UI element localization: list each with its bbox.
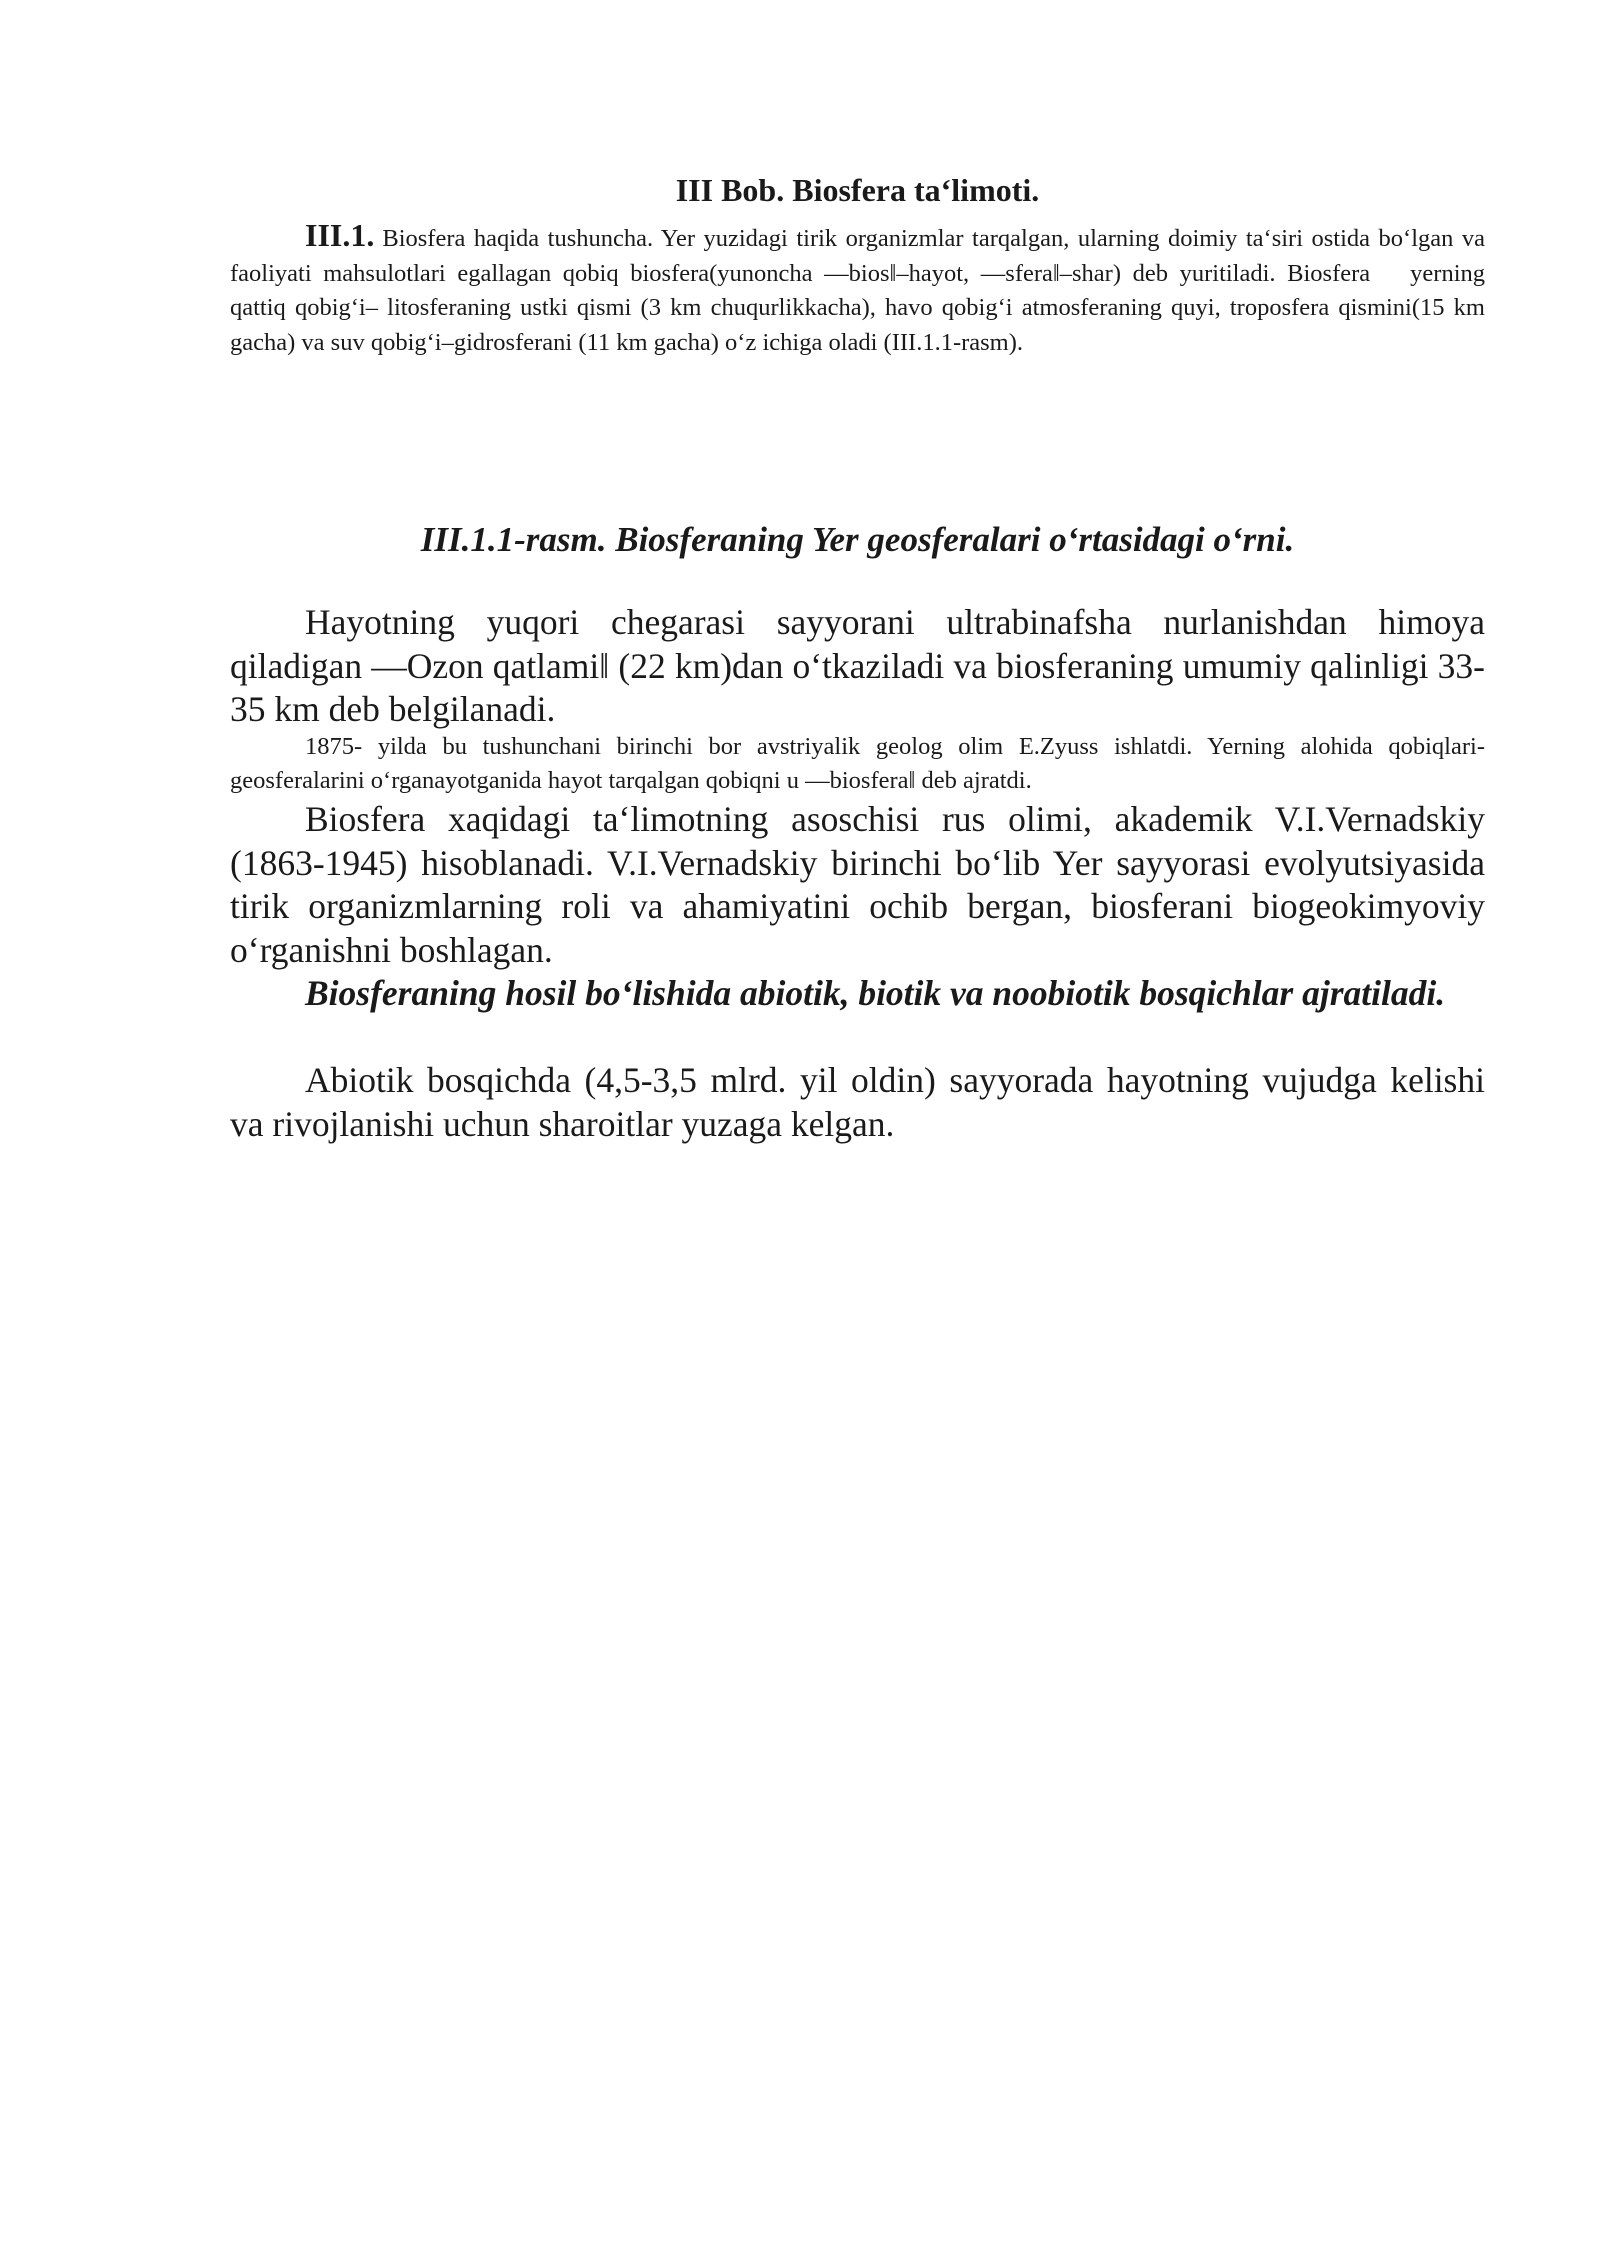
- section-number: III.1.: [305, 217, 375, 253]
- section-intro-text-part2: yerning qattiq qobig‘i– litosferaning ustki qismi (3 km chuqurlikkacha), havo qobig‘i atmosferaning quyi, troposfera qismini(15 km gacha) va suv qobig‘i–gidrosferani (11 km gacha) o‘z ichiga oladi (III.1.1-rasm).: [230, 259, 1485, 356]
- section-intro-text-part1: Biosfera haqida tushuncha. Yer yuzidagi tirik organizmlar tarqalgan, ularning doimiy ta‘siri ostida bo‘lgan va faoliyati mahsulotlari egallagan qobiq biosfera(yunoncha ―bios‖–hayot, ―sfera‖–shar) deb yuritiladi. Biosfera: [230, 225, 1485, 287]
- paragraph-zyuss-history: 1875- yilda bu tushunchani birinchi bor avstriyalik geolog olim E.Zyuss ishlatdi. Yerning alohida qobiqlari-geosferalarini o‘rganayotganida hayot tarqalgan qobiqni u ―biosfera‖ deb ajratdi.: [230, 733, 1485, 794]
- section-intro-paragraph: [230, 218, 1485, 360]
- chapter-title: III Bob. Biosfera ta‘limoti.: [675, 172, 1040, 208]
- paragraph-abiotic-stage: Abiotik bosqichda (4,5-3,5 mlrd. yil oldin) sayyorada hayotning vujudga kelishi va rivojlanishi uchun sharoitlar yuzaga kelgan.: [230, 1060, 1485, 1144]
- paragraph-vernadskiy: Biosfera xaqidagi ta‘limotning asoschisi rus olimi, akademik V.I.Vernadskiy (1863-1945) hisoblanadi. V.I.Vernadskiy birinchi bo‘lib Yer sayyorasi evolyutsiyasida tirik organizmlarning roli va ahamiyatini ochib bergan, biosferani biogeokimyoviy o‘rganishni boshlagan.: [230, 799, 1485, 970]
- figure-caption: III.1.1-rasm. Biosferaning Yer geosferalari o‘rtasidagi o‘rni.: [420, 520, 1295, 559]
- paragraph-ozone-layer: Hayotning yuqori chegarasi sayyorani ultrabinafsha nurlanishdan himoya qiladigan ―Ozon qatlami‖ (22 km)dan o‘tkaziladi va biosferaning umumiy qalinligi 33-35 km deb belgilanadi.: [230, 602, 1485, 729]
- paragraph-stages-heading: Biosferaning hosil bo‘lishida abiotik, biotik va noobiotik bosqichlar ajratiladi.: [305, 973, 1446, 1013]
